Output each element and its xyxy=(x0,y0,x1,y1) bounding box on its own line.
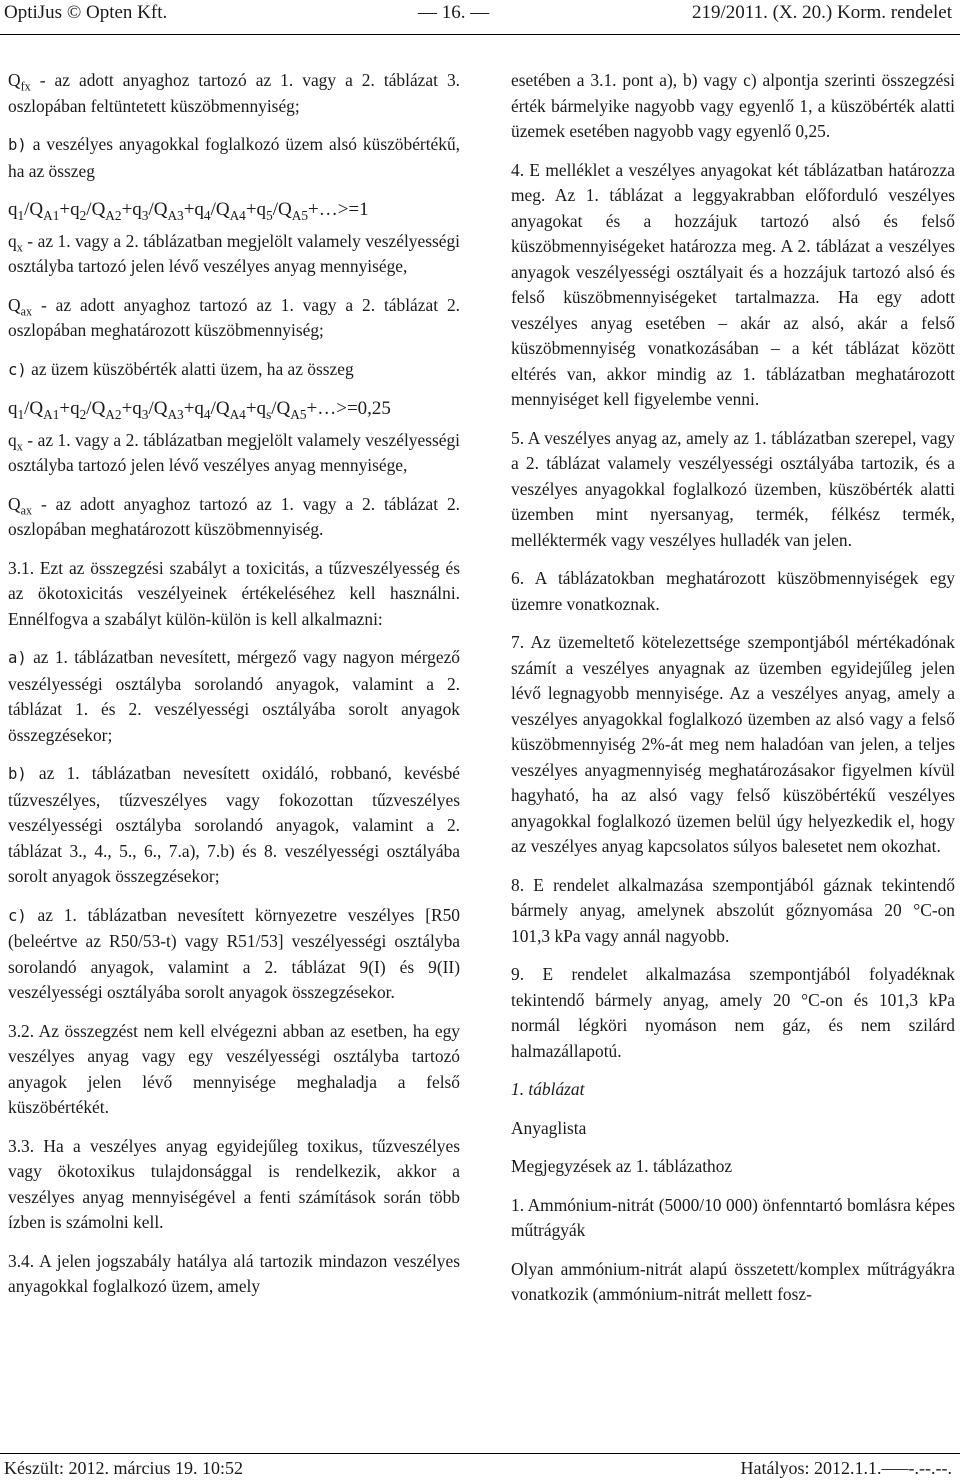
formula-sum-2: $q_1/Q_{A1}+q_2/Q_{A2}+q_3/Q_{A3}+q_4/Q_{A4}+q_s/Q_{A5}+\dots>=0,25$ xyxy=(8,398,391,422)
footer-effective: Hatályos: 2012.1.1.–––-.--.--. xyxy=(740,1458,952,1478)
paragraph-5: 5. A veszélyes anyag az, amely az 1. táblázatban szerepel, vagy a 2. táblázat valamely veszélyességi osztályába tartozik, és a veszélyes anyagokkal foglalkozó üzemben, küszöbérték alatti üzemben mint nyersanyag, termék, félkész termék, melléktermék vagy veszélyes hulladék van jelen. xyxy=(511,427,955,550)
paragraph-3-4: 3.4. A jelen jogszabály hatálya alá tartozik mindazon veszélyes anyagokkal foglalkozó üzem, amely xyxy=(8,1250,460,1296)
paragraph-9: 9. E rendelet alkalmazása szempontjából folyadéknak tekintendő bármely anyag, amely 20 °C-on és 101,3 kPa normál légköri nyomáson nem gáz, és nem szilárd halmazállapotú. xyxy=(511,964,955,1061)
page-header xyxy=(0,0,960,28)
note-1: 1. Ammónium-nitrát (5000/10 000) önfenntartó bomlásra képes műtrágyák xyxy=(511,1194,955,1240)
paragraph-3-1-a: a) az 1. táblázatban nevesített, mérgező vagy nagyon mérgező veszélyességi osztályba sorolandó anyagok, valamint a 2. táblázat 1. és 2. veszélyességi osztályába sorolt anyagok összegzésekor; xyxy=(8,647,460,745)
paragraph-3-3: 3.3. Ha a veszélyes anyag egyidejűleg toxikus, tűzveszélyes vagy ökotoxikus tulajdonsággal is rendelkezik, akkor a veszélyes anyag mennyiségével a fenti számítások során több ízben is számolni kell. xyxy=(8,1135,460,1232)
paragraph-continuation: esetében a 3.1. pont a), b) vagy c) alpontja szerinti összegzési érték bármelyike nagyobb vagy egyenlő 1, a küszöbérték alatti üzemek esetében nagyobb vagy egyenlő 0,25. xyxy=(511,70,955,141)
footer-created: Készült: 2012. március 19. 10:52 xyxy=(4,1458,243,1478)
formula-sum-1: $q_1/Q_{A1}+q_2/Q_{A2}+q_3/Q_{A3}+q_4/Q_{A4}+q_5/Q_{A5}+\dots>=1$ xyxy=(8,199,369,223)
right-column xyxy=(511,68,955,1308)
paragraph-3-1-b: b) az 1. táblázatban nevesített oxidáló, robbanó, kevésbé tűzveszélyes, tűzveszélyes vagy fokozottan tűzveszélyes veszélyességi osztályba sorolandó anyagok, valamint a 2. táblázat 3., 4., 5., 6., 7.a), 7.b) és 8. veszélyességi osztályába sorolt anyagok összegzésekor; xyxy=(8,763,460,886)
paragraph-8: 8. E rendelet alkalmazása szempontjából gáznak tekintendő bármely anyag, amelynek abszolút gőznyomása 20 °C-on 101,3 kPa vagy annál nagyobb. xyxy=(511,874,955,946)
paragraph-qx-1: $q_x$ - az 1. vagy a 2. táblázatban megjelölt valamely veszélyességi osztályba tartozó jelen lévő veszélyes anyag mennyisége, xyxy=(8,230,460,276)
header-document-title: 219/2011. (X. 20.) Korm. rendelet xyxy=(692,2,952,23)
paragraph-c-condition: c) az üzem küszöbérték alatti üzem, ha az összeg xyxy=(8,358,354,379)
item-label: b) xyxy=(8,136,27,154)
header-page-number: — 16. — xyxy=(418,2,490,23)
left-column xyxy=(8,68,460,1300)
paragraph-b-condition: b) a veszélyes anyagokkal foglalkozó üzem alsó küszöbértékű, ha az összeg xyxy=(8,134,460,181)
paragraph-3-1: 3.1. Ezt az összegzési szabályt a toxicitás, a tűzveszélyesség és az ökotoxicitás veszélyeinek értékeléséhez kell használni. Ennélfogva a szabályt külön-külön is kell alkalmazni: xyxy=(8,557,460,629)
item-label: c) xyxy=(8,360,27,379)
paragraph-qx-2: $q_x$ - az 1. vagy a 2. táblázatban megjelölt valamely veszélyességi osztályba tartozó jelen lévő veszélyes anyag mennyisége, xyxy=(8,429,460,475)
footer-divider xyxy=(0,1453,960,1454)
paragraph-qfx: $Q_{fx}$ - az adott anyaghoz tartozó az 1. vagy a 2. táblázat 3. oszlopában feltüntetett küszöbmennyiség; xyxy=(8,70,460,116)
paragraph-4: 4. E melléklet a veszélyes anyagokat két táblázatban határozza meg. Az 1. táblázat a leggyakrabban előforduló veszélyes anyagokat és a hozzájuk tartozó alsó és felső küszöbmennyiségeket határozza meg. A 2. táblázat a veszélyes anyagok veszélyességi osztályait és a hozzájuk tartozó alsó és felső küszöbmennyiségeket tartalmazza. Ha egy adott veszélyes anyag esetében – akár az alsó, akár a felső küszöbmennyiség vonatkozásában – a két táblázat között eltérés van, akkor mindig az 1. táblázatban meghatározott mennyiséget kell figyelembe venni. xyxy=(511,159,955,409)
note-1-text: Olyan ammónium-nitrát alapú összetett/komplex műtrágyákra vonatkozik (ammónium-nitrát mellett fosz- xyxy=(511,1258,955,1304)
table-subtitle: Anyaglista xyxy=(511,1117,587,1138)
paragraph-qax-1: $Q_{ax}$ - az adott anyaghoz tartozó az 1. vagy a 2. táblázat 2. oszlopában meghatározott küszöbmennyiség; xyxy=(8,294,460,340)
paragraph-qax-2: $Q_{ax}$ - az adott anyaghoz tartozó az 1. vagy a 2. táblázat 2. oszlopában meghatározott küszöbmennyiség. xyxy=(8,493,460,539)
header-divider xyxy=(0,34,960,35)
paragraph-6: 6. A táblázatokban meghatározott küszöbmennyiségek egy üzemre vonatkoznak. xyxy=(511,568,955,614)
item-label: b) xyxy=(8,765,27,783)
table-title: 1. táblázat xyxy=(511,1079,585,1099)
paragraph-3-2: 3.2. Az összegzést nem kell elvégezni abban az esetben, ha egy veszélyes anyag vagy egy veszélyességi osztályba tartozó anyagok jelen lévő mennyisége meghaladja a felső küszöbértékét. xyxy=(8,1020,460,1117)
item-label: c) xyxy=(8,906,27,925)
table-notes-heading: Megjegyzések az 1. táblázathoz xyxy=(511,1156,733,1176)
paragraph-3-1-c: c) az 1. táblázatban nevesített környezetre veszélyes [R50 (beleértve az R50/53-t) vagy R51/53] veszélyességi osztályba sorolandó anyagok, valamint a 2. táblázat 9(I) és 9(II) veszélyességi osztályába sorolt anyagok összegzésekor. xyxy=(8,904,460,1002)
header-publisher: OptiJus © Opten Kft. xyxy=(4,2,168,23)
item-label: a) xyxy=(8,649,27,667)
paragraph-7: 7. Az üzemeltető kötelezettsége szempontjából mértékadónak számít a veszélyes anyagnak az üzemben egyidejűleg jelen lévő legnagyobb mennyisége. Az a veszélyes anyag, amely a veszélyes anyagokkal foglalkozó üzemben az alsó vagy a felső küszöbmennyiség 2%-át meg nem haladóan van jelen, a teljes veszélyes anyagmennyiség meghatározásakor figyelmen kívül hagyható, ha az alsó vagy felső küszöbértékű veszélyes anyagokkal foglalkozó üzemen belül úgy helyezkedik el, hogy az veszélyes anyag kapcsolatos súlyos balesetet nem okozhat. xyxy=(511,632,955,856)
